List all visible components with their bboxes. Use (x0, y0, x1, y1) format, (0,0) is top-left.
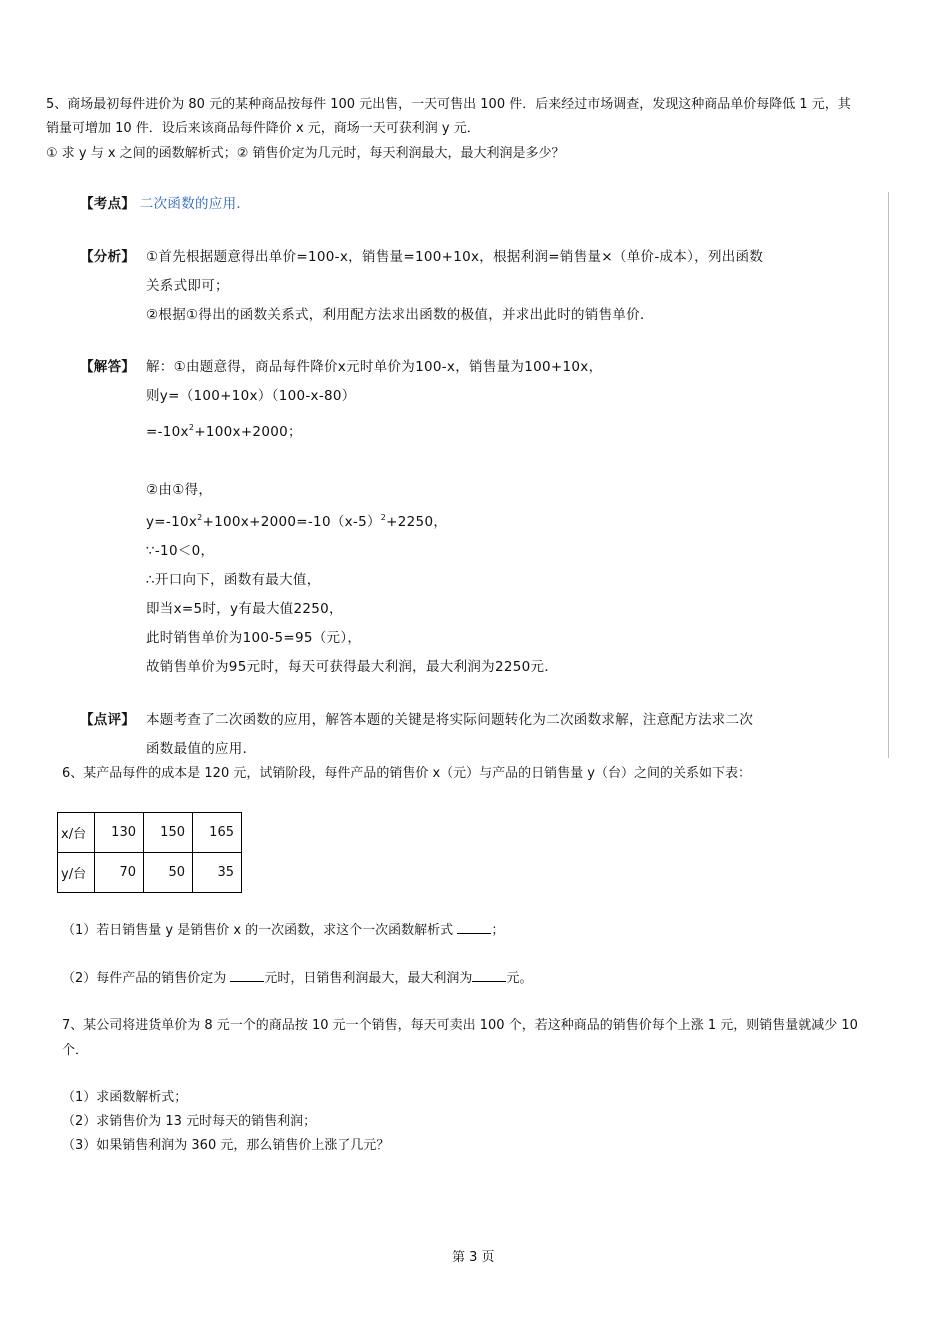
jieda-line2: 则y=（100+10x）（100-x-80） (146, 388, 356, 404)
jieda-line9: 此时销售单价为100-5=95（元）， (146, 630, 362, 646)
jieda-line5 (146, 508, 447, 537)
jieda-tag: 【解答】 (80, 359, 136, 375)
table-cell: 70 (95, 853, 144, 893)
table-cell: 150 (144, 813, 193, 853)
fenxi-line1: ①首先根据题意得出单价=100-x，销售量=100+10x，根据利润=销售量×（单价-成本），列出函数 (146, 249, 764, 265)
jieda-line5-b: +100x+2000=-10（x-5） (202, 514, 381, 530)
problem6-q2 (62, 968, 532, 990)
jieda-line10: 故销售单价为95元时，每天可获得最大利润，最大利润为2250元． (146, 659, 559, 675)
table-row (58, 813, 242, 853)
jieda-line5-a: y=-10x (146, 514, 198, 530)
page-number: 第 3 页 (452, 1250, 495, 1265)
problem5-line3: ① 求 y 与 x 之间的函数解析式；② 销售价定为几元时，每天利润最大，最大利润是多少？ (46, 146, 565, 161)
jieda-line5-c: +2250， (386, 514, 448, 530)
jieda-line3-post: +100x+2000； (194, 424, 302, 440)
table-cell: x/台 (58, 813, 95, 853)
jieda-line4: ②由①得， (146, 482, 213, 498)
table-cell: 50 (144, 853, 193, 893)
kaodian-tag: 【考点】 (80, 196, 136, 212)
jieda-line8: 即当x=5时，y有最大值2250， (146, 601, 343, 617)
jieda-line3-pre: =-10x (146, 424, 189, 440)
fenxi-line2: 关系式即可； (146, 278, 229, 294)
jieda-line7: ∴开口向下，函数有最大值， (146, 572, 321, 588)
table-cell: 130 (95, 813, 144, 853)
answer-blank[interactable] (472, 969, 506, 982)
table-cell: 35 (193, 853, 242, 893)
dianping-line2: 函数最值的应用． (146, 741, 257, 757)
problem7-q2: （2）求销售价为 13 元时每天的销售利润； (62, 1114, 317, 1129)
problem6-q2-end: 元。 (506, 971, 533, 986)
problem6-q2-mid: 元时，日销售利润最大，最大利润为 (264, 971, 473, 986)
answer-blank[interactable] (457, 921, 491, 934)
problem6-q1-end: ； (491, 923, 505, 938)
dianping-tag: 【点评】 (80, 712, 136, 728)
dianping-line1: 本题考查了二次函数的应用，解答本题的关键是将实际问题转化为二次函数求解，注意配方法求二次 (146, 712, 754, 728)
problem6-intro: 6、某产品每件的成本是 120 元，试销阶段，每件产品的销售价 x（元）与产品的日销售量 y（台）之间的关系如下表： (62, 766, 752, 781)
table-cell: 165 (193, 813, 242, 853)
jieda-line5-exp1: 2 (197, 513, 203, 522)
table-cell: y/台 (58, 853, 95, 893)
problem7-q3: （3）如果销售利润为 360 元，那么销售价上涨了几元？ (62, 1138, 390, 1153)
jieda-line1: 解：①由题意得，商品每件降价x元时单价为100-x，销售量为100+10x， (146, 359, 603, 375)
problem6-q2-text: （2）每件产品的销售价定为 (62, 971, 227, 986)
table-row (58, 853, 242, 893)
problem5-line2: 销量可增加 10 件．设后来该商品每件降价 x 元，商场一天可获利润 y 元． (46, 121, 480, 136)
problem5-line1: 5、商场最初每件进价为 80 元的某种商品按每件 100 元出售，一天可售出 100 件．后来经过市场调查，发现这种商品单价每降低 1 元，其 (46, 97, 851, 112)
fenxi-tag: 【分析】 (80, 249, 136, 265)
problem7-line2: 个． (62, 1043, 89, 1058)
jieda-line6: ∵-10＜0， (146, 543, 215, 559)
jieda-line5-exp2: 2 (380, 513, 387, 522)
problem7-q1: （1）求函数解析式； (62, 1090, 188, 1105)
answer-blank[interactable] (230, 969, 264, 982)
kaodian-text: 二次函数的应用． (139, 196, 251, 212)
problem6-q1-text: （1）若日销售量 y 是销售价 x 的一次函数，求这个一次函数解析式 (62, 923, 454, 938)
fenxi-line3: ②根据①得出的函数关系式，利用配方法求出函数的极值，并求出此时的销售单价． (146, 307, 654, 323)
problem6-q1 (62, 920, 504, 942)
price-sales-table (57, 812, 242, 893)
jieda-line3-exp: 2 (188, 423, 195, 432)
solution-divider (888, 192, 889, 758)
jieda-line3 (146, 418, 302, 447)
kaodian-row (80, 190, 250, 219)
problem7-line1: 7、某公司将进货单价为 8 元一个的商品按 10 元一个销售，每天可卖出 100 个，若这种商品的销售价每个上涨 1 元，则销售量就减少 10 (62, 1018, 858, 1033)
